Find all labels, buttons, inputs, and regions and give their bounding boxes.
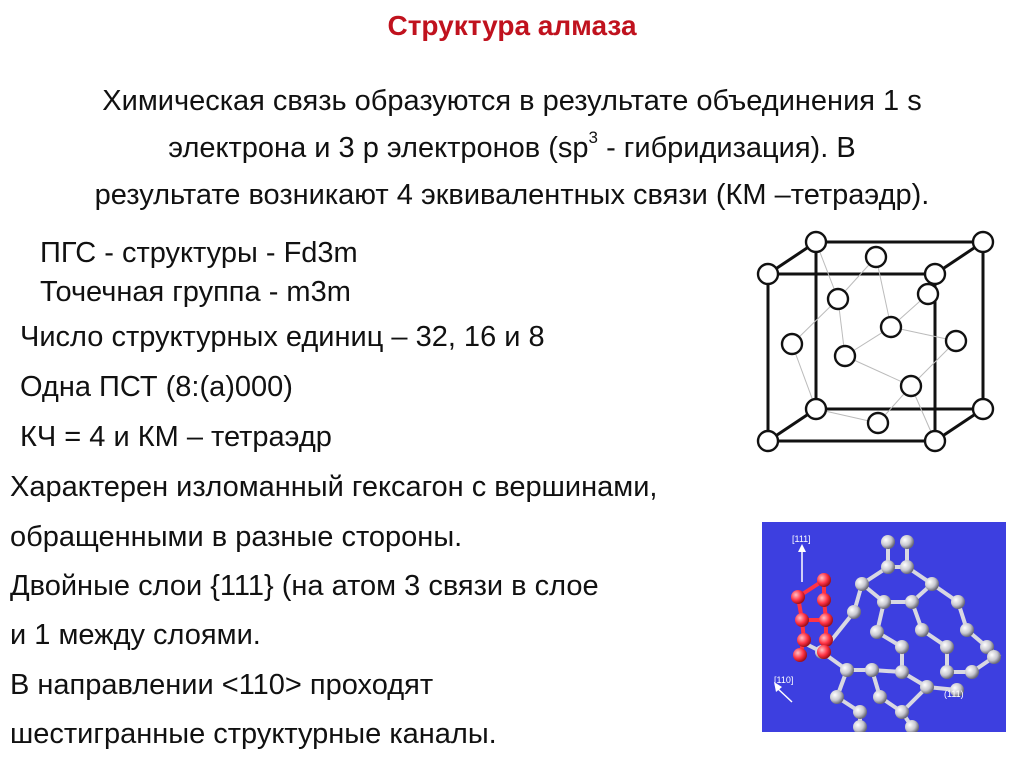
property-coordination: КЧ = 4 и КМ – тетраэдр (20, 421, 332, 453)
atom-face (918, 284, 938, 304)
slide-title: Структура алмаза (387, 10, 637, 41)
feature-line-4: и 1 между слоями. (10, 619, 261, 651)
direction-label-111: [111] (792, 534, 811, 544)
atom-tetrahedral (881, 317, 901, 337)
atom-corner (925, 264, 945, 284)
atom-face (835, 346, 855, 366)
feature-line-5: В направлении <110> проходят (10, 669, 434, 701)
property-pst: Одна ПСТ (8:(a)000) (20, 371, 293, 403)
atom-corner (973, 399, 993, 419)
atom-face (946, 331, 966, 351)
feature-line-3: Двойные слои {111} (на атом 3 связи в слое (10, 570, 599, 602)
feature-line-2: обращенными в разные стороны. (10, 521, 463, 553)
atom-face (782, 334, 802, 354)
intro-line-1: Химическая связь образуются в результате объединения 1 s (102, 85, 922, 117)
property-point-group: Точечная группа - m3m (40, 276, 351, 308)
feature-line-1: Характерен изломанный гексагон с вершинами, (10, 471, 658, 503)
atom-face (868, 413, 888, 433)
ball-stick-model (762, 522, 1006, 732)
atom-tetrahedral (828, 289, 848, 309)
unit-cell-diagram (748, 224, 1010, 464)
intro-line-3: результате возникают 4 эквивалентных связи (КМ –тетраэдр). (94, 179, 930, 211)
atom-corner (806, 232, 826, 252)
direction-label-110: [110] (774, 675, 794, 685)
intro-paragraph (14, 78, 1010, 219)
property-structural-units: Число структурных единиц – 32, 16 и 8 (20, 321, 545, 353)
intro-line-2a: электрона и 3 p электронов (sp (168, 132, 589, 164)
intro-line-2-superscript: 3 (588, 128, 599, 148)
atom-face (866, 247, 886, 267)
atom-corner (806, 399, 826, 419)
lattice-model-image (762, 522, 1006, 732)
atom-corner (973, 232, 993, 252)
atom-corner (925, 431, 945, 451)
atom-corner (758, 264, 778, 284)
intro-line-2b: - гибридизация). В (598, 132, 856, 164)
feature-line-6: шестигранные структурные каналы. (10, 718, 497, 750)
property-space-group: ПГС - структуры - Fd3m (40, 237, 358, 269)
atom-corner (758, 431, 778, 451)
plane-label-111: (111) (944, 689, 964, 699)
atom-tetrahedral (901, 376, 921, 396)
